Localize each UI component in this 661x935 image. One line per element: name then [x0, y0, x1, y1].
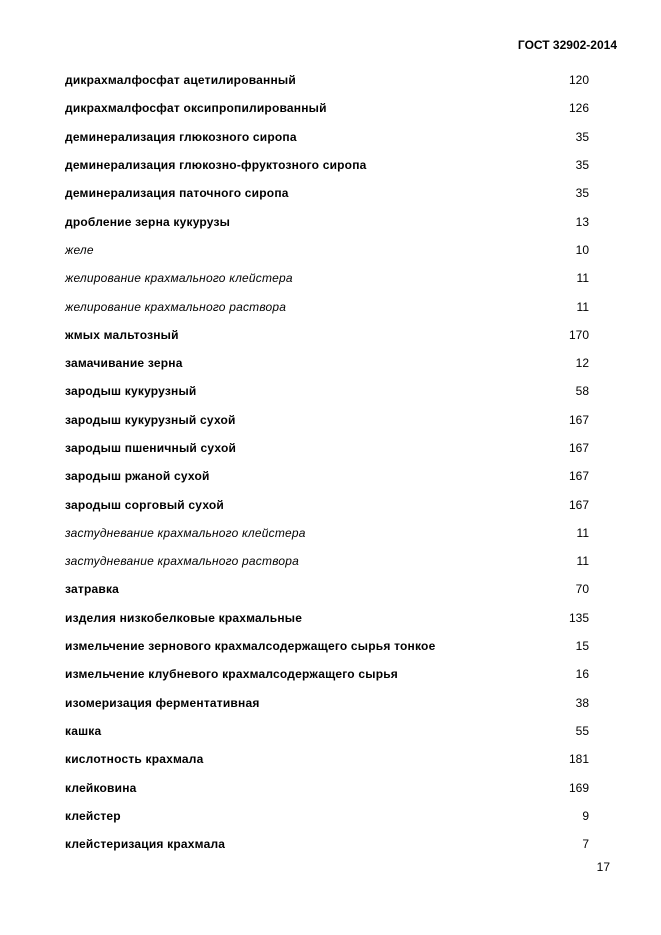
index-page-ref: 58	[575, 384, 589, 399]
index-entry	[65, 490, 589, 518]
index-page-ref: 35	[575, 186, 589, 201]
index-entry	[65, 292, 589, 320]
index-entry	[65, 151, 589, 179]
index-page-ref: 38	[575, 695, 589, 710]
index-term: кислотность крахмала	[65, 752, 204, 767]
index-page-ref: 12	[575, 356, 589, 371]
index-term: деминерализация глюкозного сиропа	[65, 129, 297, 144]
index-term: измельчение клубневого крахмалсодержащего сырья	[65, 667, 399, 682]
index-entry	[65, 717, 589, 745]
index-term: зародыш кукурузный сухой	[65, 412, 236, 427]
index-entry	[65, 207, 589, 235]
index-page-ref: 70	[575, 582, 589, 597]
index-entry	[65, 406, 589, 434]
index-term: дикрахмалфосфат ацетилированный	[65, 73, 296, 88]
index-term: застудневание крахмального клейстера	[65, 525, 306, 540]
index-entry	[65, 179, 589, 207]
index-page-ref: 135	[568, 610, 589, 625]
index-page-ref: 11	[576, 271, 589, 286]
index-term: зародыш ржаной сухой	[65, 469, 210, 484]
index-page-ref: 167	[568, 469, 589, 484]
index-entry	[65, 773, 589, 801]
index-page-ref: 10	[575, 242, 589, 257]
index-entry	[65, 434, 589, 462]
index-term: зародыш кукурузный	[65, 384, 197, 399]
index-term: замачивание зерна	[65, 356, 183, 371]
index-page-ref: 35	[575, 158, 589, 173]
index-page-ref: 167	[568, 441, 589, 455]
index-term: жмых мальтозный	[65, 327, 179, 342]
index-term: клейстер	[65, 808, 121, 823]
index-page-ref: 126	[568, 101, 589, 116]
index-term: деминерализация глюкозно-фруктозного сиропа	[65, 158, 367, 173]
index-term: дробление зерна кукурузы	[65, 214, 231, 229]
index-term: клейковина	[65, 780, 137, 795]
index-page-ref: 13	[575, 214, 589, 229]
index-term: желе	[65, 242, 94, 257]
index-term: застудневание крахмального раствора	[65, 554, 300, 569]
index-page-ref: 16	[575, 667, 589, 682]
index-term: дикрахмалфосфат оксипропилированный	[65, 101, 327, 116]
index-page-ref: 11	[576, 554, 589, 569]
index-entry	[65, 660, 589, 688]
index-entry	[65, 745, 589, 773]
index-page-ref: 120	[568, 73, 589, 88]
index-entry	[65, 264, 589, 292]
index-page-ref: 35	[575, 129, 589, 144]
index-page-ref: 170	[568, 327, 589, 342]
index-entry-list	[65, 66, 589, 858]
index-entry	[65, 377, 589, 405]
index-term: желирование крахмального раствора	[65, 299, 287, 314]
index-term: затравка	[65, 582, 120, 597]
index-entry	[65, 321, 589, 349]
page-number: 17	[596, 860, 610, 874]
index-page-ref: 169	[568, 780, 589, 795]
index-term: клейстеризация крахмала	[65, 837, 226, 852]
index-entry	[65, 604, 589, 632]
index-term: изомеризация ферментативная	[65, 695, 260, 710]
index-entry	[65, 575, 589, 603]
index-page-ref: 7	[582, 837, 589, 852]
index-term: изделия низкобелковые крахмальные	[65, 610, 303, 625]
index-entry	[65, 236, 589, 264]
document-code-header: ГОСТ 32902-2014	[517, 38, 617, 52]
index-term: зародыш сорговый сухой	[65, 497, 224, 512]
index-page-ref: 167	[568, 412, 589, 427]
index-page-ref: 15	[575, 639, 589, 654]
index-entry	[65, 66, 589, 94]
index-term: кашка	[65, 723, 102, 738]
index-entry	[65, 830, 589, 858]
index-entry	[65, 94, 589, 122]
index-page-ref: 11	[576, 525, 589, 540]
index-entry	[65, 632, 589, 660]
index-entry	[65, 519, 589, 547]
index-entry	[65, 802, 589, 830]
index-page-ref: 9	[582, 808, 589, 823]
index-entry	[65, 547, 589, 575]
index-entry	[65, 123, 589, 151]
index-page-ref: 55	[575, 723, 589, 738]
index-term: деминерализация паточного сиропа	[65, 186, 289, 201]
index-page-ref: 11	[576, 299, 589, 314]
index-page-ref: 181	[568, 752, 589, 767]
index-entry	[65, 349, 589, 377]
index-page-ref: 167	[568, 497, 589, 512]
index-entry	[65, 689, 589, 717]
index-term: зародыш пшеничный сухой	[65, 441, 237, 455]
index-entry	[65, 462, 589, 490]
index-term: желирование крахмального клейстера	[65, 271, 293, 286]
index-term: измельчение зернового крахмалсодержащего сырья тонкое	[65, 639, 436, 654]
